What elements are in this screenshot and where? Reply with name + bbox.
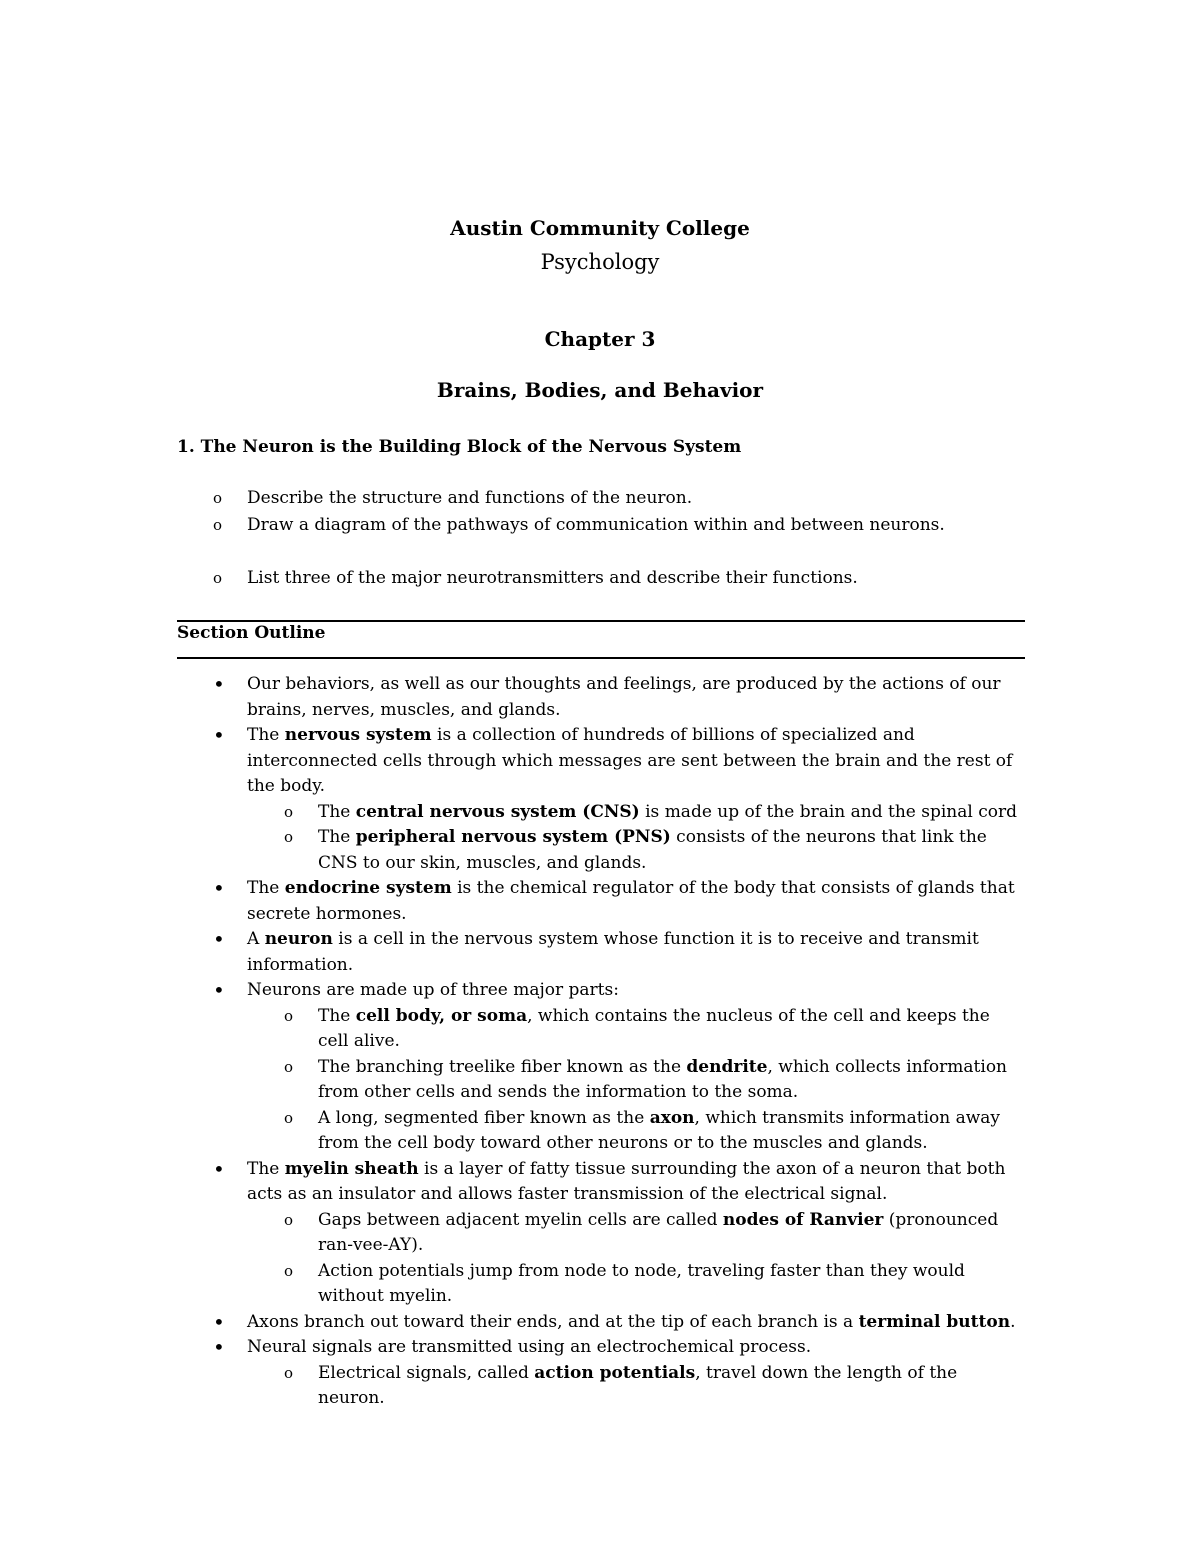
section-outline — [0, 672, 1200, 1412]
outline-bullet: • Our behaviors, as well as our thoughts and feelings, are produced by the actions of our brains, nerves, muscles, and glands. — [247, 672, 1022, 723]
objective-item — [213, 515, 945, 535]
chapter-title: Brains, Bodies, and Behavior — [436, 378, 764, 402]
outline-title: Section Outline — [177, 623, 326, 643]
term-endocrine-system: endocrine system — [284, 878, 452, 898]
outline-subbullet: o The cell body, or soma, which contains the nucleus of the cell and keeps the cell alive. — [318, 1004, 1023, 1055]
term-terminal-button: terminal button — [858, 1311, 1011, 1332]
circle-bullet-icon: o — [213, 569, 223, 587]
outline-bullet: • Axons branch out toward their ends, and at the tip of each branch is a terminal button. — [247, 1310, 1022, 1336]
objective-item — [213, 488, 692, 508]
outline-bullet: • The myelin sheath is a layer of fatty tissue surrounding the axon of a neuron that both acts as an insulator and allows faster transmission of the electrical signal. — [247, 1157, 1022, 1208]
outline-bullet: • Neural signals are transmitted using an electrochemical process. — [247, 1335, 1022, 1361]
section-heading: 1. The Neuron is the Building Block of the Nervous System — [177, 437, 742, 457]
objective-text: List three of the major neurotransmitters and describe their functions. — [247, 568, 858, 588]
outline-subbullet: o The central nervous system (CNS) is made up of the brain and the spinal cord — [318, 800, 1023, 826]
outline-subbullet: o Electrical signals, called action potentials, travel down the length of the neuron. — [318, 1361, 1023, 1412]
outline-subbullet: o The peripheral nervous system (PNS) consists of the neurons that link the CNS to our skin, muscles, and glands. — [318, 825, 1023, 876]
term-axon: axon — [649, 1107, 695, 1128]
chapter-number: Chapter 3 — [544, 327, 656, 351]
circle-bullet-icon: o — [213, 516, 223, 534]
objective-text: Draw a diagram of the pathways of communication within and between neurons. — [247, 515, 945, 535]
term-cns: central nervous system (CNS) — [355, 801, 640, 822]
circle-bullet-icon: o — [213, 489, 223, 507]
department-name: Psychology — [540, 250, 660, 274]
term-cell-body: cell body, or soma — [355, 1005, 528, 1026]
term-action-potentials: action potentials — [534, 1362, 696, 1383]
outline-subbullet: o A long, segmented fiber known as the axon, which transmits information away from the cell body toward other neurons or to the muscles and glands. — [318, 1106, 1023, 1157]
outline-bullet: • The nervous system is a collection of hundreds of billions of specialized and interconnected cells through which messages are sent between the brain and the rest of the body. — [247, 723, 1022, 800]
term-nodes-of-ranvier: nodes of Ranvier — [722, 1209, 884, 1230]
outline-subbullet: o The branching treelike fiber known as the dendrite, which collects information from other cells and sends the information to the soma. — [318, 1055, 1023, 1106]
term-neuron: neuron — [264, 929, 333, 949]
divider-top — [177, 620, 1025, 622]
outline-subbullet: o Gaps between adjacent myelin cells are called nodes of Ranvier (pronounced ran-vee-AY). — [318, 1208, 1023, 1259]
outline-subbullet: o Action potentials jump from node to node, traveling faster than they would without myelin. — [318, 1259, 1023, 1310]
outline-bullet: • Neurons are made up of three major parts: — [247, 978, 1022, 1004]
outline-bullet: • A neuron is a cell in the nervous system whose function it is to receive and transmit information. — [247, 927, 1022, 978]
term-myelin-sheath: myelin sheath — [284, 1158, 419, 1179]
objective-text: Describe the structure and functions of the neuron. — [247, 488, 693, 508]
term-nervous-system: nervous system — [284, 725, 432, 745]
term-dendrite: dendrite — [686, 1056, 768, 1077]
objective-item — [213, 568, 858, 588]
term-pns: peripheral nervous system (PNS) — [355, 827, 671, 847]
divider-bottom — [177, 657, 1025, 659]
outline-bullet: • The endocrine system is the chemical regulator of the body that consists of glands that secrete hormones. — [247, 876, 1022, 927]
college-name: Austin Community College — [450, 216, 750, 240]
